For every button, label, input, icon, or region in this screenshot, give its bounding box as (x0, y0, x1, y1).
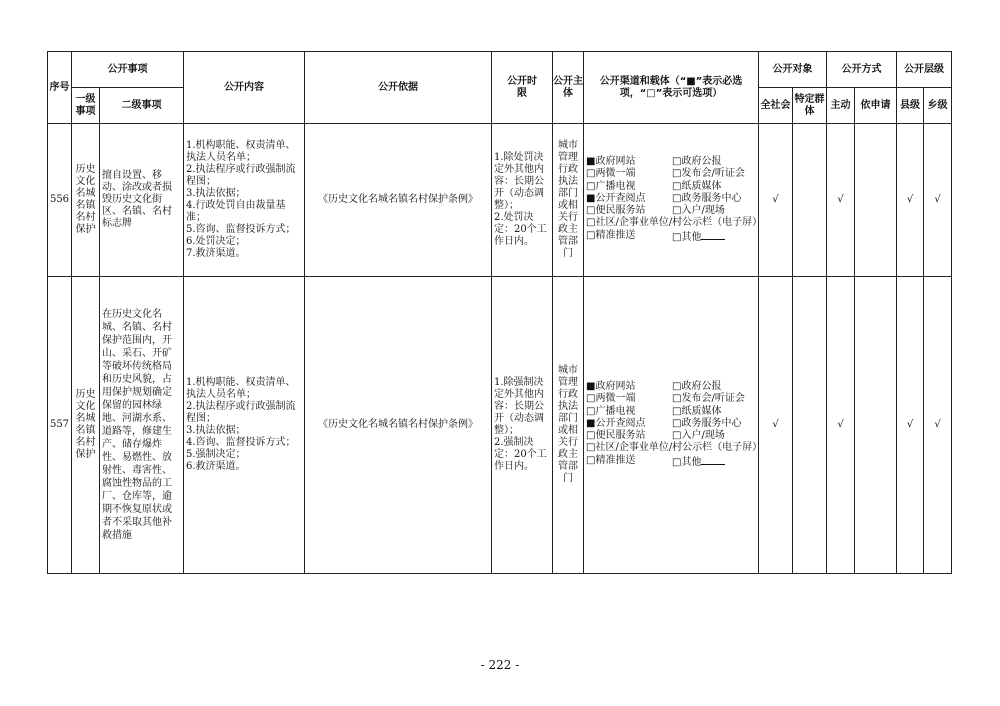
header-method: 公开方式 (827, 52, 897, 88)
row-level-town: √ (924, 277, 952, 574)
content-line: 4.行政处罚自由裁量基准； (186, 200, 286, 223)
channel-item: □两微一端 (586, 168, 636, 180)
row-seq: 556 (48, 124, 72, 277)
header-time: 公开时限 (492, 52, 553, 124)
channel-item: □广播电视 (586, 180, 636, 192)
disclosure-table (47, 51, 952, 574)
page-number: - 222 - (480, 658, 520, 672)
header-level-county: 县级 (897, 88, 924, 124)
channel-item: □政府公报 (672, 155, 722, 167)
channel-item: □精准推送 (586, 229, 636, 241)
header-level1: 一级事项 (72, 88, 100, 124)
content-line: 2.执法程序或行政强制流程图； (186, 401, 296, 424)
header-basis: 公开依据 (305, 52, 492, 124)
content-line: 1.机构职能、权责清单、执法人员名单； (186, 377, 296, 400)
row-basis: 《历史文化名城名镇名村保护条例》 (305, 277, 492, 574)
row-level1: 历史文化名城名镇名村保护 (72, 124, 100, 277)
header-level-town: 乡级 (924, 88, 952, 124)
row-level1: 历史文化名城名镇名村保护 (72, 277, 100, 574)
header-level2: 二级事项 (100, 88, 184, 124)
header-method-active: 主动 (827, 88, 855, 124)
content-line: 5.强制决定； (186, 449, 246, 460)
channel-item: □政府公报 (672, 380, 722, 392)
row-channels (584, 124, 763, 277)
content-line: 2.执法程序或行政强制流程图； (186, 164, 296, 187)
row-target-all: √ (759, 277, 793, 574)
row-level-county: √ (897, 277, 924, 574)
row-method-request (855, 124, 897, 277)
blank-underline (701, 455, 725, 465)
channel-item: ■公开查阅点 (586, 192, 646, 204)
header-content: 公开内容 (184, 52, 305, 124)
header-method-request: 依申请 (855, 88, 897, 124)
row-target-all: √ (759, 124, 793, 277)
content-line: 7.救济渠道。 (186, 248, 246, 259)
content-line: 6.救济渠道。 (186, 461, 246, 472)
header-subject: 公开主体 (553, 52, 584, 124)
channel-item: □政务服务中心 (672, 417, 742, 429)
content-line: 4.咨询、监督投诉方式； (186, 437, 296, 448)
row-level-county: √ (897, 124, 924, 277)
time-line: 1.除处罚决定外其他内容：长期公开（动态调整）； (494, 152, 544, 211)
content-line: 6.处罚决定； (186, 236, 246, 247)
channel-item-bulletin: □社区/企事业单位/村公示栏（电子屏） (586, 217, 763, 229)
time-line: 2.处罚决定：20个工作日内。 (494, 212, 547, 247)
channel-item: □纸质媒体 (672, 180, 722, 192)
table-row (48, 124, 952, 277)
row-subject: 城市管理行政执法部门或相关行政主管部门 (553, 124, 584, 277)
content-line: 3.执法依据； (186, 188, 246, 199)
channel-item-other (672, 230, 760, 244)
content-line: 1.机构职能、权责清单、执法人员名单； (186, 140, 296, 163)
header-target-specific: 特定群体 (793, 88, 827, 124)
content-line: 3.执法依据； (186, 425, 246, 436)
header-row-1 (48, 52, 952, 88)
time-line: 1.除强制决定外其他内容：长期公开（动态调整）； (494, 377, 544, 436)
header-target: 公开对象 (759, 52, 827, 88)
row-content (184, 277, 305, 574)
channel-item: ■公开查阅点 (586, 417, 646, 429)
time-line: 2.强制决定：20个工作日内。 (494, 437, 547, 472)
header-seq: 序号 (48, 52, 72, 124)
channel-item: □纸质媒体 (672, 405, 722, 417)
row-seq: 557 (48, 277, 72, 574)
row-target-specific (793, 124, 827, 277)
channel-item: ■政府网站 (586, 155, 636, 167)
row-method-active: √ (827, 124, 855, 277)
channel-item: □两微一端 (586, 393, 636, 405)
row-method-active: √ (827, 277, 855, 574)
table-row (48, 277, 952, 574)
row-level-town: √ (924, 124, 952, 277)
channel-other-label: □其他 (672, 231, 702, 243)
channel-item: ■政府网站 (586, 380, 636, 392)
channel-item-bulletin: □社区/企事业单位/村公示栏（电子屏） (586, 442, 763, 454)
header-target-all: 全社会 (759, 88, 793, 124)
row-method-request (855, 277, 897, 574)
header-channel: 公开渠道和载体（“■”表示必选项，“□”表示可选项） (584, 52, 759, 124)
row-subject: 城市管理行政执法部门或相关行政主管部门 (553, 277, 584, 574)
row-time (492, 124, 553, 277)
row-basis: 《历史文化名城名镇名村保护条例》 (305, 124, 492, 277)
channel-item: □发布会/听证会 (672, 393, 745, 405)
channel-item: □入户/现场 (672, 430, 725, 442)
content-line: 5.咨询、监督投诉方式； (186, 224, 296, 235)
row-target-specific (793, 277, 827, 574)
row-channels (584, 277, 763, 574)
row-content (184, 124, 305, 277)
channel-item: □精准推送 (586, 454, 636, 466)
header-items: 公开事项 (72, 52, 184, 88)
channel-item-other (672, 455, 760, 469)
blank-underline (701, 230, 725, 240)
channel-item: □发布会/听证会 (672, 168, 745, 180)
row-time (492, 277, 553, 574)
channel-item: □入户/现场 (672, 205, 725, 217)
row-level2: 擅自设置、移动、涂改或者损毁历史文化街区、名镇、名村标志牌 (100, 124, 184, 277)
channel-item: □便民服务站 (586, 430, 646, 442)
channel-other-label: □其他 (672, 456, 702, 468)
row-level2: 在历史文化名城、名镇、名村保护范围内，开山、采石、开矿等破坏传统格局和历史风貌，占用保护规划确定保留的园林绿地、河湖水系、道路等，修建生产、储存爆炸性、易燃性、放射性、毒害性、腐蚀性物品的工厂、仓库等，逾期不恢复原状或者不采取其他补救措施 (100, 277, 184, 574)
channel-item: □广播电视 (586, 405, 636, 417)
header-level: 公开层级 (897, 52, 952, 88)
channel-item: □政务服务中心 (672, 192, 742, 204)
channel-item: □便民服务站 (586, 205, 646, 217)
